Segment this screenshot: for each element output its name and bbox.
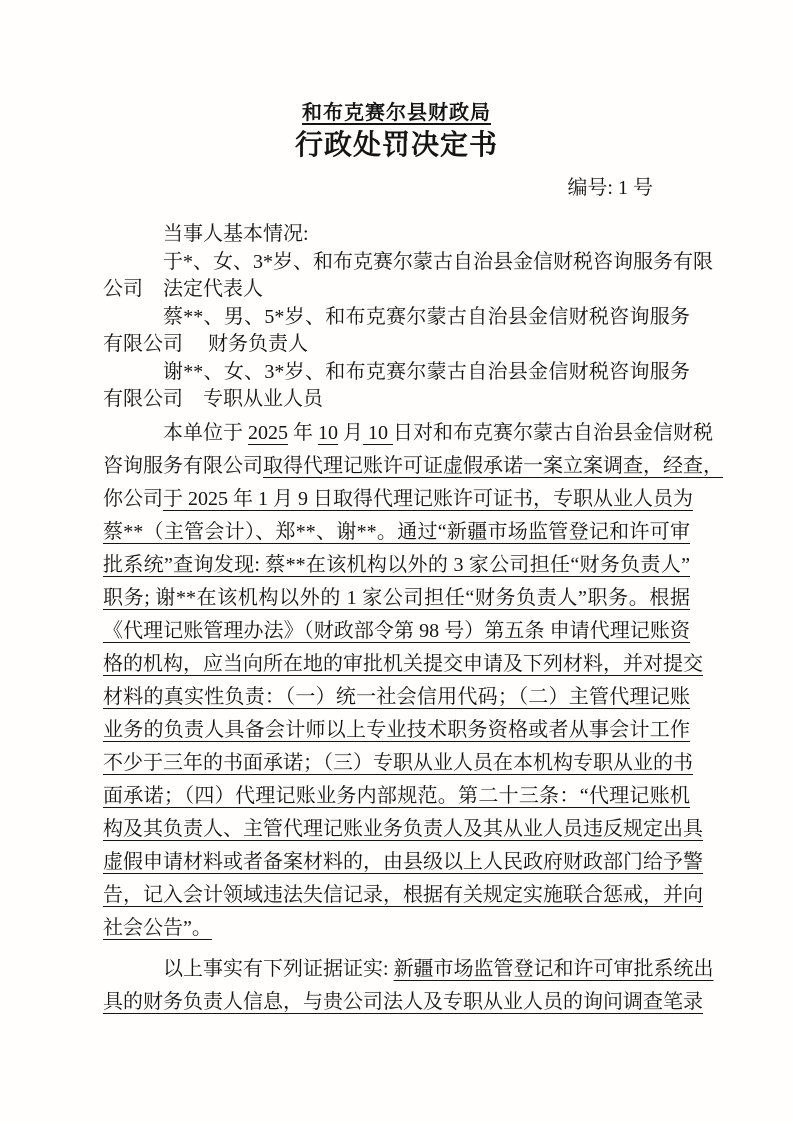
findings-line-4 xyxy=(103,516,690,549)
text-run-underlined: 格的机构，应当向所在地的审批机关提交申请及下列材料，并对提交 xyxy=(103,652,703,675)
party-2-line-1: 蔡**、男、5*岁、和布克赛尔蒙古自治县金信财税咨询服务 xyxy=(163,305,690,328)
text-run-underlined: 取得代理记账许可证虚假承诺一案立案调查，经查， xyxy=(263,454,723,477)
party-3-line-2: 有限公司 专职从业人员 xyxy=(103,388,323,410)
text-run-plain: 本单位于 xyxy=(163,421,248,444)
text-run-underlined: 面承诺；（四）代理记账业务内部规范。第二十三条：“代理记账机 xyxy=(103,784,690,807)
findings-line-2 xyxy=(103,450,723,483)
party-2-line-2: 有限公司 财务负责人 xyxy=(103,333,308,355)
text-run-plain: 你公司 xyxy=(103,487,163,510)
date-month-blank: 10 xyxy=(318,421,338,444)
findings-line-5 xyxy=(103,549,690,582)
text-run-plain: 年 xyxy=(288,421,318,444)
text-run-underlined: 不少于三年的书面承诺；（三）专职从业人员在本机构专职从业的书 xyxy=(103,751,693,774)
evidence-line-1 xyxy=(103,953,714,986)
findings-line-10 xyxy=(103,714,690,747)
text-run-plain: 咨询服务有限公司 xyxy=(103,454,263,477)
findings-section xyxy=(103,417,723,945)
org-title-line xyxy=(103,100,690,126)
findings-line-14 xyxy=(103,846,703,879)
org-title: 和布克赛尔县财政局 xyxy=(302,102,491,124)
text-run-underlined: 职务; 谢**在该机构以外的 1 家公司担任“财务负责人”职务。根据 xyxy=(103,586,690,609)
findings-line-15 xyxy=(103,879,703,912)
text-run-underlined: 虚假申请材料或者备案材料的，由县级以上人民政府财政部门给予警 xyxy=(103,850,703,873)
party-3-line-1: 谢**、女、3*岁、和布克赛尔蒙古自治县金信财税咨询服务 xyxy=(163,360,690,383)
document-content xyxy=(0,100,793,1019)
text-run-underlined: 《代理记账管理办法》（财政部令第 98 号）第五条 申请代理记账资 xyxy=(103,619,690,642)
findings-line-16 xyxy=(103,912,690,945)
doc-number: 编号: 1 号 xyxy=(567,177,653,199)
parties-heading: 当事人基本情况: xyxy=(163,223,309,245)
text-run-plain: 日对和布克赛尔蒙古自治县金信财税 xyxy=(393,421,713,444)
findings-line-11 xyxy=(103,747,693,780)
text-run-underlined: 新疆市场监管登记和许可审批系统出 xyxy=(393,957,714,980)
findings-line-6 xyxy=(103,582,690,615)
date-year-blank: 2025 xyxy=(248,421,288,444)
text-run-underlined: 业务的负责人具备会计师以上专业技术职务资格或者从事会计工作 xyxy=(103,718,690,741)
findings-line-3 xyxy=(103,483,693,516)
text-run-underlined: 告，记入会计领域违法失信记录，根据有关规定实施联合惩戒，并向 xyxy=(103,883,703,906)
text-run-plain: 以上事实有下列证据证实: xyxy=(163,957,394,980)
findings-line-9 xyxy=(103,681,690,714)
findings-line-13 xyxy=(103,813,703,846)
text-run-underlined: 于 2025 年 1 月 9 日取得代理记账许可证书，专职从业人员为 xyxy=(163,487,693,510)
text-run-underlined: 社会公告”。 xyxy=(103,916,212,939)
party-1-line-1: 于*、女、3*岁、和布克赛尔蒙古自治县金信财税咨询服务有限 xyxy=(163,250,713,273)
party-1-line-2: 公司 法定代表人 xyxy=(103,278,263,300)
findings-line-7 xyxy=(103,615,690,648)
evidence-section xyxy=(103,953,714,1019)
text-run-plain: 月 xyxy=(338,421,363,444)
text-run-underlined: 材料的真实性负责：（一）统一社会信用代码；（二）主管代理记账 xyxy=(103,685,690,708)
findings-line-1 xyxy=(103,417,713,450)
doc-title: 行政处罚决定书 xyxy=(294,130,498,161)
text-run-underlined: 蔡**（主管会计）、郑**、谢**。通过“新疆市场监管登记和许可审 xyxy=(103,520,690,543)
text-run-underlined: 批系统”查询发现: 蔡**在该机构以外的 3 家公司担任“财务负责人” xyxy=(103,553,690,576)
findings-line-12 xyxy=(103,780,690,813)
text-run-underlined: 具的财务负责人信息，与贵公司法人及专职从业人员的询问调查笔录 xyxy=(103,990,703,1013)
text-run-underlined: 构及其负责人、主管代理记账业务负责人及其从业人员违反规定出具 xyxy=(103,817,703,840)
findings-line-8 xyxy=(103,648,703,681)
parties-section xyxy=(103,221,713,414)
date-day-blank: 10 xyxy=(363,421,393,444)
evidence-line-2 xyxy=(103,986,703,1019)
